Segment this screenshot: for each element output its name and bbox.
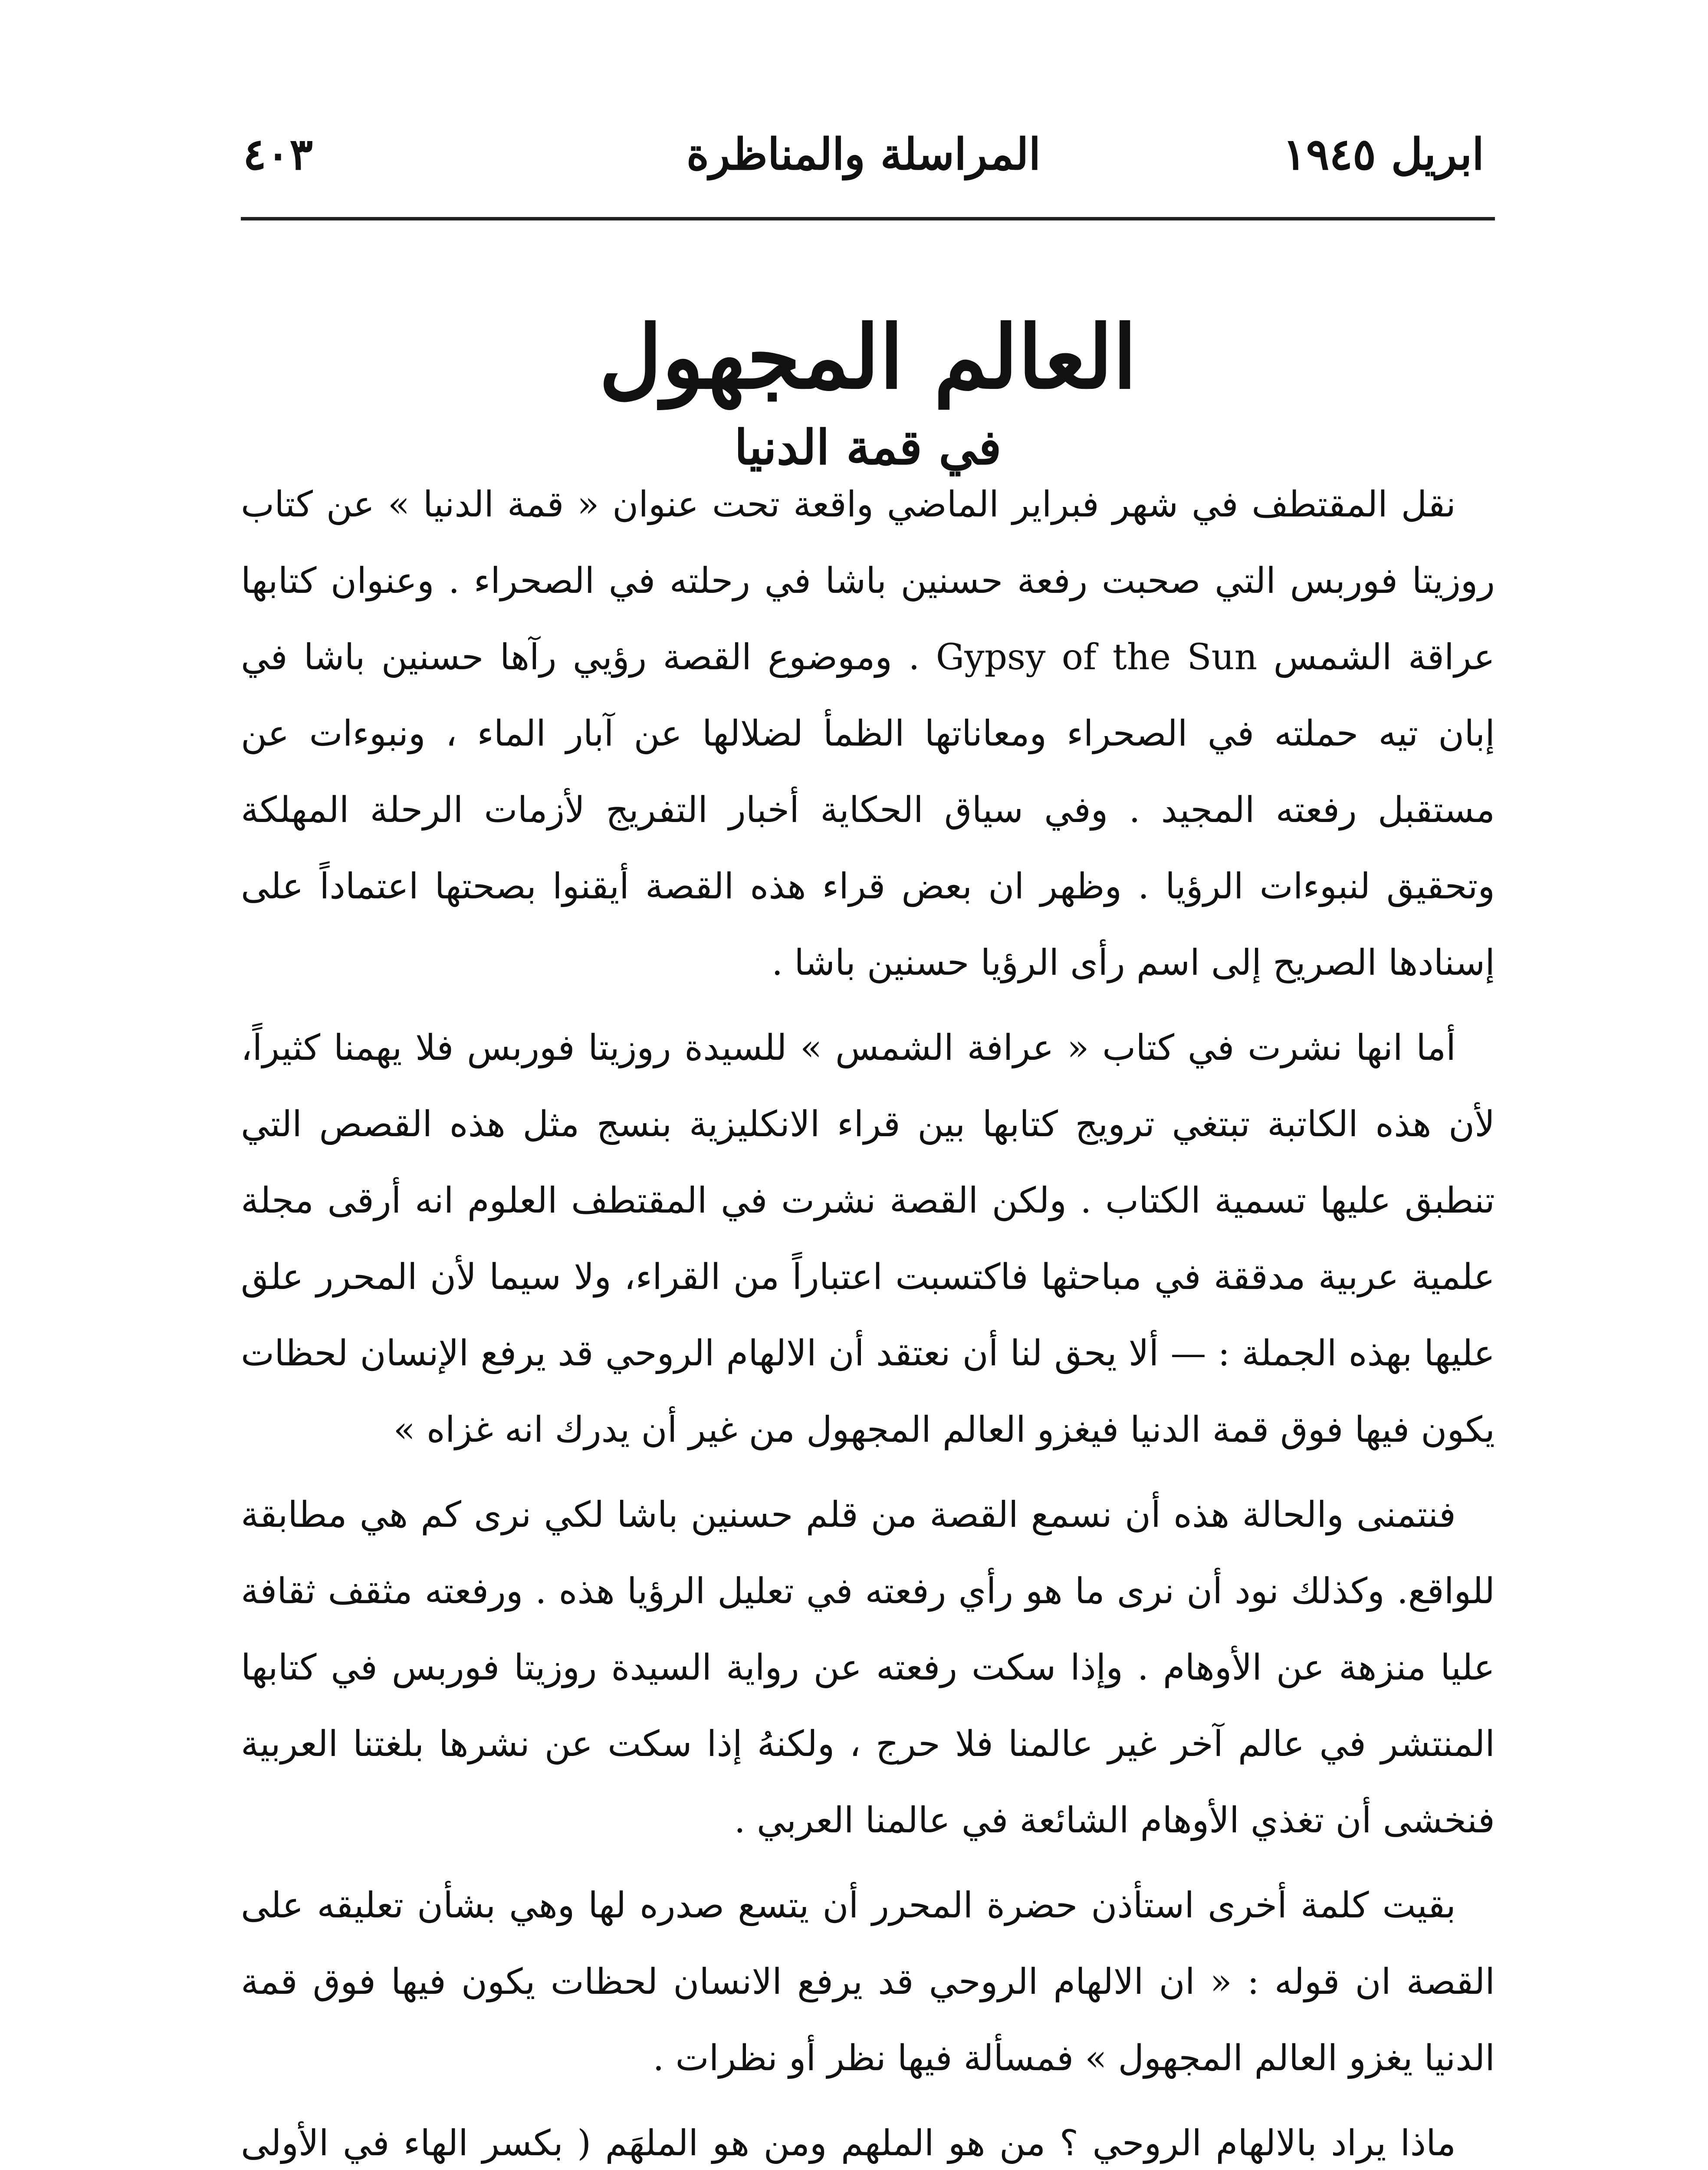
article-title: العالم المجهول — [599, 306, 1137, 408]
article-body — [241, 467, 1495, 2170]
issue-date: ابريل ١٩٤٥ — [1282, 128, 1484, 180]
paragraph: فنتمنى والحالة هذه أن نسمع القصة من قلم حسنين باشا لكي نرى كم هي مطابقة للواقع. وكذلك نود أن نرى ما هو رأي رفعته في تعليل الرؤيا هذه . ورفعته مثقف ثقافة عليا منزهة عن الأوهام . وإذا سكت رفعته عن رواية السيدة روزيتا فوربس في كتابها المنتشر في عالم آخر غير عالمنا فلا حرج ، ولكنهُ إذا سكت عن نشرها بلغتنا العربية فنخشى أن تغذي الأوهام الشائعة في عالمنا العربي . — [241, 1494, 1495, 1841]
paragraph: أما انها نشرت في كتاب « عرافة الشمس » للسيدة روزيتا فوربس فلا يهمنا كثيراً، لأن هذه الكاتبة تبتغي ترويج كتابها بين قراء الانكليزية بنسج مثل هذه القصص التي تنطبق عليها تسمية الكتاب . ولكن القصة نشرت في المقتطف العلوم انه أرقى مجلة علمية عربية مدققة في مباحثها فاكتسبت اعتباراً من القراء، ولا سيما لأن المحرر علق عليها بهذه الجملة : — ألا يحق لنا أن نعتقد أن الالهام الروحي قد يرفع الإنسان لحظات يكون فيها فوق قمة الدنيا فيغزو العالم المجهول من غير أن يدرك انه غزاه » — [241, 1027, 1495, 1450]
section-title: المراسلة والمناظرة — [686, 128, 1041, 180]
header-rule — [241, 217, 1495, 220]
paragraph: نقل المقتطف في شهر فبراير الماضي واقعة تحت عنوان « قمة الدنيا » عن كتاب روزيتا فوربس التي صحبت رفعة حسنين باشا في رحلته في الصحراء . وعنوان كتابها عراقة الشمس Gypsy of the Sun . وموضوع القصة رؤيي رآها حسنين باشا في إبان تيه حملته في الصحراء ومعاناتها الظمأ لضلالها عن آبار الماء ، ونبوءات عن مستقبل رفعته المجيد . وفي سياق الحكاية أخبار التفريج لأزمات الرحلة المهلكة وتحقيق لنبوءات الرؤيا . وظهر ان بعض قراء هذه القصة أيقنوا بصحتها اعتماداً على إسنادها الصريح إلى اسم رأى الرؤيا حسنين باشا . — [241, 484, 1495, 983]
running-header — [243, 117, 1484, 191]
article-subtitle: في قمة الدنيا — [734, 419, 1002, 476]
paragraph: بقيت كلمة أخرى استأذن حضرة المحرر أن يتسع صدره لها وهي بشأن تعليقه على القصة ان قوله : « ان الالهام الروحي قد يرفع الانسان لحظات يكون فيها فوق قمة الدنيا يغزو العالم المجهول » فمسألة فيها نظر أو نظرات . — [241, 1885, 1495, 2079]
paragraph: ماذا يراد بالالهام الروحي ؟ من هو الملهم ومن هو الملهَم ( بكسر الهاء في الأولى — [241, 2123, 1456, 2164]
page-number: ٤٠٣ — [243, 128, 313, 180]
